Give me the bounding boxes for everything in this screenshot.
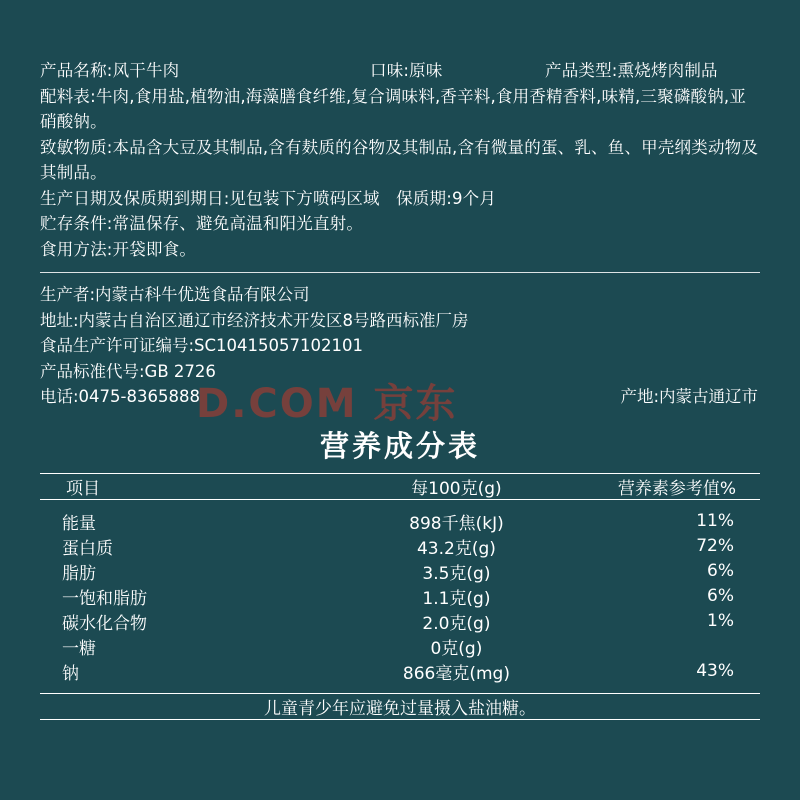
storage-line: 贮存条件:常温保存、避免高温和阳光直射。 [40,214,364,233]
nutrition-header-row [40,474,760,500]
nutrition-value: 2.0克(g) [422,613,491,634]
phone-line: 电话:0475-8365888 [40,387,200,406]
nutrition-header-nrv: 营养素参考值% [570,474,760,500]
nutrition-nrv: 6% [707,561,734,581]
nutrition-value: 43.2克(g) [416,538,496,559]
manufacturer-block [40,282,760,410]
table-row [40,559,760,584]
license-line: 食品生产许可证编号:SC10415057102101 [40,336,364,355]
nutrition-item: 碳水化合物 [62,613,147,634]
nutrition-footnote: 儿童青少年应避免过量摄入盐油糖。 [40,693,760,719]
nutrition-table-wrapper [40,473,760,720]
nutrition-item: 蛋白质 [62,538,113,559]
nutrition-value: 3.5克(g) [422,563,491,584]
table-row [40,659,760,694]
table-row [40,609,760,634]
nutrition-nrv: 6% [707,586,734,606]
flavor-label: 口味: [370,61,410,80]
nutrition-item: 一糖 [62,638,96,659]
nutrition-nrv: 43% [696,661,734,681]
product-type-field [545,58,760,84]
table-row [40,584,760,609]
production-date-line: 生产日期及保质期到期日:见包装下方喷码区域 保质期:9个月 [40,188,497,208]
flavor-value: 原味 [409,61,443,80]
standard-line: 产品标准代号:GB 2726 [40,361,216,381]
nutrition-item: 脂肪 [62,563,96,584]
address-line: 地址:内蒙古自治区通辽市经济技术开发区8号路西标准厂房 [40,310,469,330]
table-row [40,534,760,559]
nutrition-header-item: 项目 [40,474,342,500]
nutrition-value: 1.1克(g) [422,588,491,609]
table-row [40,499,760,534]
nutrition-item: 一饱和脂肪 [62,588,147,609]
jd-watermark: D.COM 京东 [196,381,458,427]
table-row [40,634,760,659]
section-divider [40,272,760,273]
nutrition-header-value: 每100克(g) [342,474,570,500]
nutrition-item: 能量 [62,513,96,534]
nutrition-value: 866毫克(mg) [402,663,510,684]
nutrition-footnote-row [40,693,760,719]
nutrition-table [40,474,760,719]
nutrition-item: 钠 [62,663,79,684]
product-name-field [40,58,370,84]
nutrition-title: 营养成分表 [319,428,480,463]
product-name-value: 风干牛肉 [112,61,180,80]
flavor-field [370,58,545,84]
ingredients-line: 配料表:牛肉,食用盐,植物油,海藻膳食纤维,复合调味料,香辛料,食用香精香料,味精,三聚磷酸钠,亚硝酸钠。 [40,86,747,131]
allergens-line: 致敏物质:本品含大豆及其制品,含有麸质的谷物及其制品,含有微量的蛋、乳、鱼、甲壳纲类动物及其制品。 [40,137,759,182]
product-type-value: 熏烧烤肉制品 [617,61,718,80]
nutrition-nrv: 11% [696,511,734,531]
nutrition-nrv [570,634,760,659]
nutrition-nrv: 1% [707,611,734,631]
product-name-label: 产品名称: [40,61,113,80]
label-content [40,58,760,720]
nutrition-value: 898千焦(kJ) [409,513,504,534]
manufacturer-line: 生产者:内蒙古科牛优选食品有限公司 [40,285,310,304]
nutrition-nrv: 72% [696,536,734,556]
usage-line: 食用方法:开袋即食。 [40,239,197,259]
origin-line: 产地:内蒙古通辽市 [620,387,758,406]
nutrition-value: 0克(g) [430,638,483,659]
product-info-block [40,58,760,262]
product-headline-row [40,58,760,84]
product-type-label: 产品类型: [545,61,618,80]
